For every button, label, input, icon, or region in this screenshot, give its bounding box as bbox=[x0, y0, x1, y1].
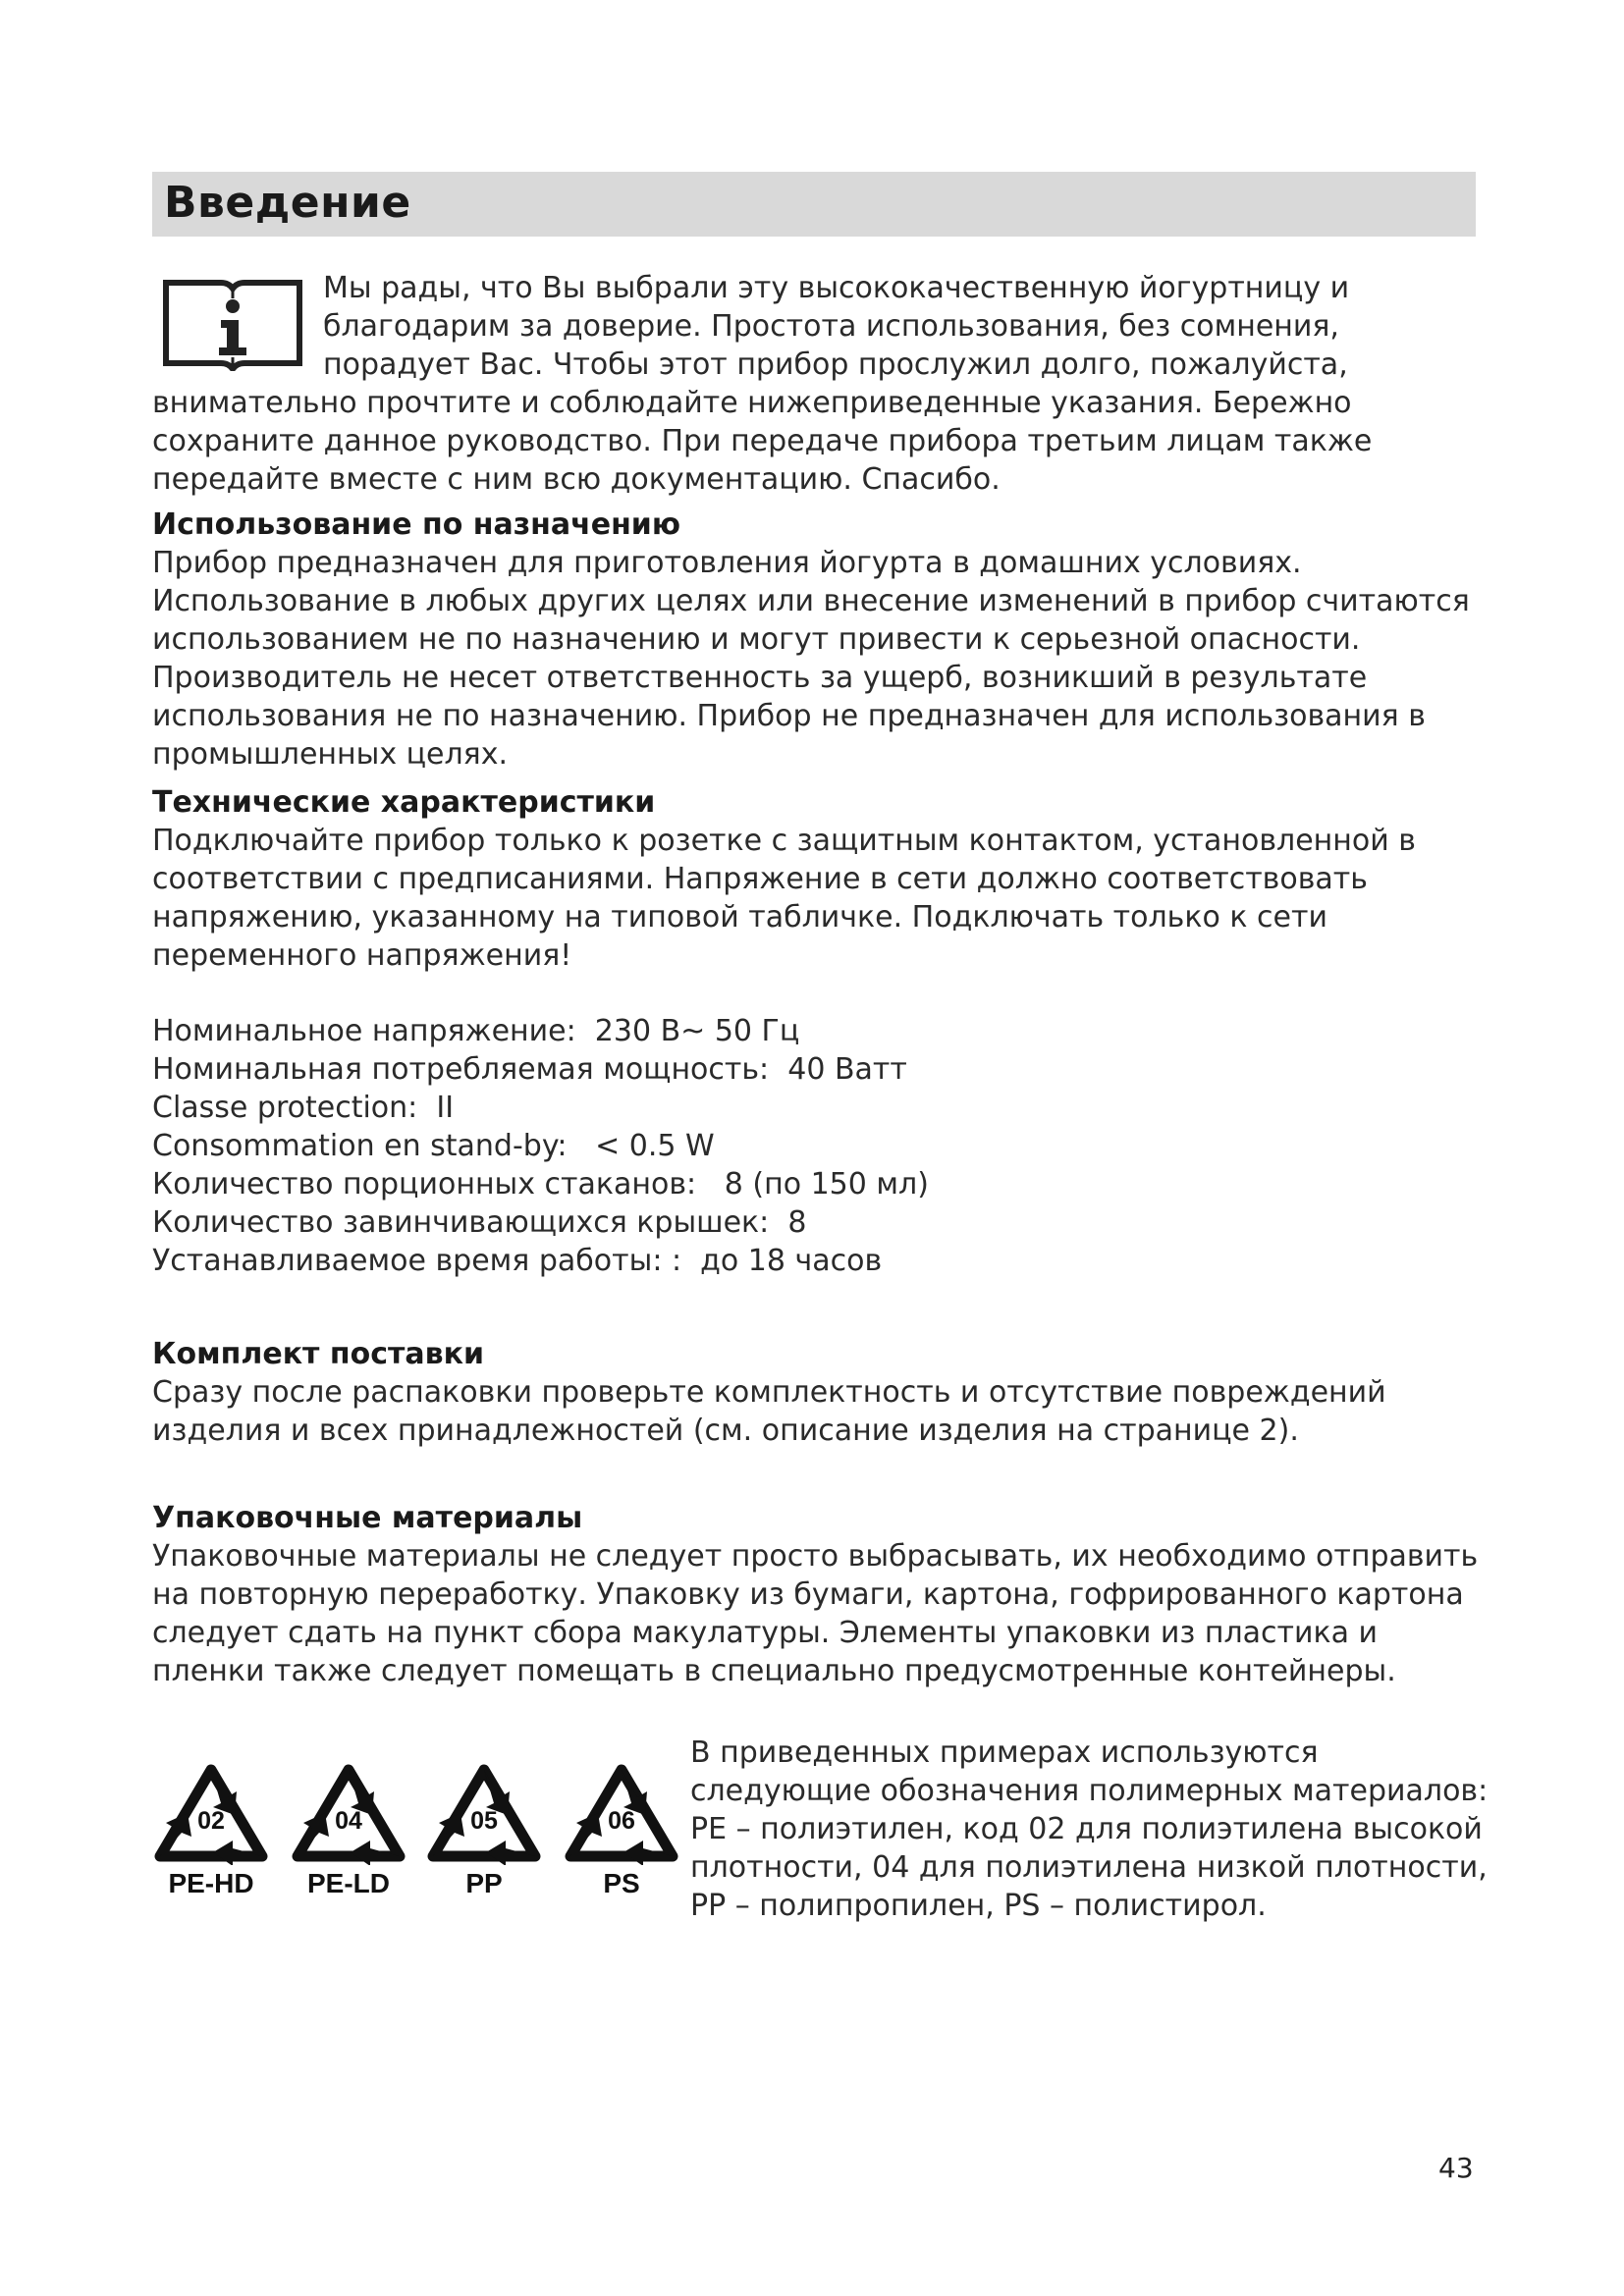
spec-line: Номинальное напряжение: 230 В~ 50 Гц bbox=[152, 1014, 800, 1048]
recycle-symbol-ps bbox=[563, 1762, 680, 1899]
recycle-code: 06 bbox=[608, 1807, 635, 1835]
intro-paragraph bbox=[152, 269, 1478, 499]
intro-text: Мы рады, что Вы выбрали эту высококачественную йогуртницу и благодарим за доверие. Простота использования, без сомнения, порадует Вас. Чтобы этот прибор прослужил долго, пожалуйста, внимательно прочтите и соблюдайте нижеприведенные указания. Бережно сохраните данное руководство. При передаче прибора третьим лицам также передайте вместе с ним всю документацию. Спасибо. bbox=[152, 271, 1373, 497]
recycle-label: PP bbox=[465, 1868, 503, 1898]
recycle-label: PE-HD bbox=[168, 1868, 254, 1898]
intended-use-text: Прибор предназначен для приготовления йогурта в домашних условиях. Использование в любых других целях или внесение изменений в прибор считаются использованием не по назначению и могут привести к серьезной опасности. Производитель не несет ответственность за ущерб, возникший в результате использования не по назначению. Прибор не предназначен для использования в промышленных целях. bbox=[152, 546, 1470, 772]
spec-line: Номинальная потребляемая мощность: 40 Ватт bbox=[152, 1052, 907, 1087]
recycle-symbols bbox=[152, 1762, 663, 1899]
recycle-label: PE-LD bbox=[307, 1868, 390, 1898]
spec-line: Consommation en stand-by: < 0.5 W bbox=[152, 1129, 715, 1163]
spec-line: Количество порционных стаканов: 8 (по 150 мл) bbox=[152, 1167, 929, 1201]
recycle-label: PS bbox=[603, 1868, 640, 1898]
page-number: 43 bbox=[1438, 2152, 1474, 2184]
recycle-code: 02 bbox=[197, 1807, 225, 1835]
intended-use-section bbox=[152, 506, 1480, 774]
spec-line: Classe protection: II bbox=[152, 1091, 455, 1125]
delivery-text: Сразу после распаковки проверьте комплектность и отсутствие повреждений изделия и всех принадлежностей (см. описание изделия на странице 2). bbox=[152, 1375, 1386, 1448]
intended-use-heading: Использование по назначению bbox=[152, 507, 680, 542]
tech-heading: Технические характеристики bbox=[152, 785, 656, 820]
recycle-symbol-pe-ld bbox=[290, 1762, 407, 1899]
packaging-heading: Упаковочные материалы bbox=[152, 1501, 583, 1535]
tech-text: Подключайте прибор только к розетке с защитным контактом, установленной в соответствии с предписаниями. Напряжение в сети должно соответствовать напряжению, указанному на типовой табличке. Подключать только к сети переменного напряжения! bbox=[152, 824, 1416, 973]
spec-line: Устанавливаемое время работы: : до 18 часов bbox=[152, 1244, 883, 1278]
packaging-section bbox=[152, 1499, 1480, 1690]
recycle-code: 04 bbox=[335, 1807, 362, 1835]
delivery-section bbox=[152, 1335, 1480, 1450]
section-header-bar bbox=[152, 172, 1476, 237]
recycle-symbols-text: В приведенных примерах используются следующие обозначения полимерных материалов: PE – полиэтилен, код 02 для полиэтилена высокой плотности, 04 для полиэтилена низкой плотности, PP – полипропилен, PS – полистирол. bbox=[690, 1735, 1489, 1923]
recycle-symbol-pp bbox=[425, 1762, 543, 1899]
section-title: Введение bbox=[164, 178, 411, 228]
delivery-heading: Комплект поставки bbox=[152, 1337, 485, 1371]
spec-line: Количество завинчивающихся крышек: 8 bbox=[152, 1205, 807, 1240]
recycle-symbol-pe-hd bbox=[152, 1762, 270, 1899]
recycle-code: 05 bbox=[470, 1807, 498, 1835]
tech-section bbox=[152, 783, 1480, 1280]
packaging-text: Упаковочные материалы не следует просто выбрасывать, их необходимо отправить на повторную переработку. Упаковку из бумаги, картона, гофрированного картона следует сдать на пункт сбора макулатуры. Элементы упаковки из пластика и пленки также следует помещать в специально предусмотренные контейнеры. bbox=[152, 1539, 1479, 1688]
